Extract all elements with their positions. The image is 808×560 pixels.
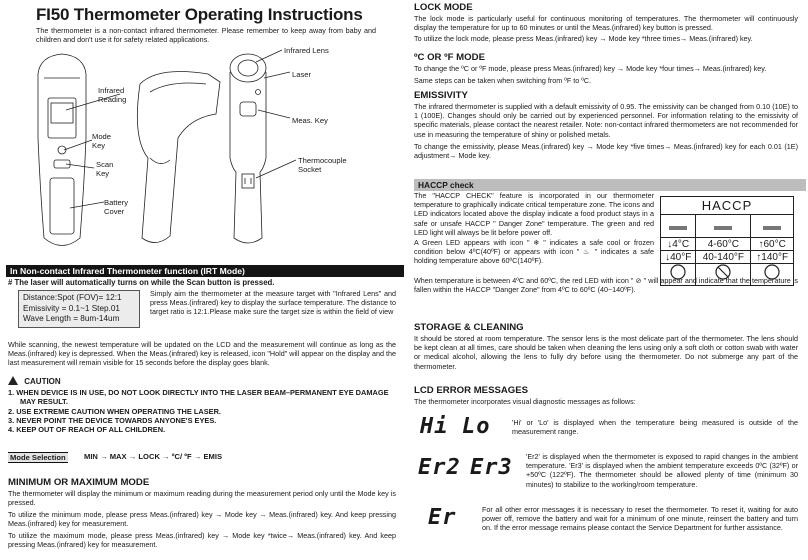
spec-emissivity: Emissivity = 0.1~1 Step.01: [23, 303, 120, 313]
label-battery-cover: Battery Cover: [104, 198, 129, 216]
device-rear-view: [230, 54, 266, 243]
haccp-cold-f: ↓40°F: [661, 251, 696, 264]
label-mode-key: Mode Key: [92, 132, 111, 150]
cf-text: To change the ºC or ºF mode, please press Meas.(infrared) key → Mode key *four times→ Meas.(infrared) key.: [414, 64, 767, 73]
lcd-lo-code: Lo: [462, 414, 491, 439]
led-green-cold: [661, 215, 696, 238]
circle-icon: [764, 264, 780, 280]
caution-item: 1. WHEN DEVICE IS IN USE, DO NOT LOOK DIRECTLY INTO THE LASER BEAM–PERMANENT EYE DAMAGE: [8, 388, 389, 397]
label-thermocouple-socket: Thermocouple Socket: [298, 156, 347, 174]
haccp-danger-c: 4-60°C: [696, 238, 751, 251]
label-infrared-lens: Infrared Lens: [284, 46, 329, 55]
irt-laser-note: # The laser will automatically turns on while the Scan button is pressed.: [8, 278, 275, 287]
irt-specs-text: Simply aim the thermometer at the measure target with "Infrared Lens" and press Meas.(infrared) key to display the surface temperature. The distance to target ratio is 12:1.Please make sure the target size is within the field of view: [150, 289, 396, 317]
cf-text-2: Same steps can be taken when switching from ºF to ºC.: [414, 76, 592, 85]
led-green-hot: [751, 215, 794, 238]
circle-icon: [670, 264, 686, 280]
led-red-danger: [696, 215, 751, 238]
prohibited-icon: [715, 264, 731, 280]
mode-selection-sequence: MIN → MAX → LOCK → ºC/ ºF → EMIS: [84, 452, 223, 461]
device-front-view: [38, 54, 86, 246]
haccp-indicator-table: [660, 196, 794, 286]
lcd-heading: LCD ERROR MESSAGES: [414, 385, 529, 396]
spec-wavelength: Wave Length = 8um-14um: [23, 314, 120, 323]
emissivity-heading: EMISSIVITY: [414, 90, 468, 101]
haccp-text: The "HACCP CHECK" feature is incorporated in our thermometer temperature to graphically indicate critical temperature zone. The icons and LED indicators located above the display indicate a food product stays in a safe or unsafe HACCP " Danger Zone" temperature. The green and red LED light will always be lit before power off.: [414, 191, 654, 237]
haccp-hot-f: ↑140°F: [751, 251, 794, 264]
lcd-intro: The thermometer incorporates visual diagnostic messages as follows:: [414, 397, 636, 406]
intro-text: The thermometer is a non-contact infrared thermometer. Please remember to keep away from baby and children and don't use it for safety related applications.: [36, 26, 376, 45]
minmax-text-3: To utilize the maximum mode, please press Meas.(infrared) key → Mode key *twice→ Meas.(infrared) key. And keep pressing Meas.(infrared) key for measurement.: [8, 531, 396, 550]
lock-heading: LOCK MODE: [414, 2, 473, 13]
mode-selection-label: Mode Selection: [10, 453, 66, 462]
label-infrared-reading: Infrared Reading: [98, 86, 127, 104]
haccp-text-2: A Green LED appears with icon " ❄ " indicates a safe cool or frozen condition below 4ºC(40ºF) or appears with icon " ♨ " indicates a safe holding temperature above 60ºC(140ºF).: [414, 238, 654, 266]
minmax-text-2: To utilize the minimum mode, please press Meas.(infrared) key → Mode key → Meas.(infrared) key. And keep pressing Meas.(infrared) key for measurement.: [8, 510, 396, 529]
device-side-view: [137, 72, 220, 243]
haccp-danger-icon-cell: [696, 264, 751, 286]
lcd-er-code: Er: [428, 505, 457, 530]
irt-specs-box: [18, 290, 140, 328]
lock-text-2: To utilize the lock mode, please press Meas.(infrared) key → Mode key *three times→ Meas.(infrared) key.: [414, 34, 753, 43]
lcd-hi-code: Hi: [420, 414, 449, 439]
label-scan-key: Scan Key: [96, 160, 114, 178]
haccp-text-3: When temperature is between 4ºC and 60ºC, the red LED with icon " ⊘ " will appear and indicate that the temperature is fallen within the HACCP "Danger Zone" from 4ºC to 60ºC (40~140ºF).: [414, 276, 798, 295]
haccp-danger-f: 40-140°F: [696, 251, 751, 264]
haccp-hot-c: ↑60°C: [751, 238, 794, 251]
caution-item: 3. NEVER POINT THE DEVICE TOWARDS ANYONE'S EYES.: [8, 415, 217, 425]
warning-triangle-icon: [8, 376, 18, 385]
storage-heading: STORAGE & CLEANING: [414, 322, 524, 333]
thermometer-illustration: [20, 48, 390, 260]
lock-text: The lock mode is particularly useful for continuous monitoring of temperatures. The thermometer will continuously display the temperature for up to 60 minutes or until the Meas.(infrared) key button is pressed.: [414, 14, 798, 33]
haccp-table-title: HACCP: [661, 197, 794, 215]
caution-item: 4. KEEP OUT OF REACH OF ALL CHILDREN.: [8, 425, 166, 435]
irt-scan-text: While scanning, the newest temperature will be updated on the LCD and the measurement will continue as long as the Meas.(infrared) key is depressed. When the Meas.(infrared) key is released, icon "Hold" will appear on the display and the last measurement will remain visible for 15 seconds before the display goes blank.: [8, 340, 396, 368]
haccp-hot-icon-cell: [751, 264, 794, 286]
caution-item: MAY RESULT.: [20, 397, 68, 407]
storage-text: It should be stored at room temperature. The sensor lens is the most delicate part of the thermometer. The lens should be kept clean at all times, care should be taken when cleaning the lens using only a soft cloth or cotton swab with water or medical alcohol, allowing the lens to fully dry before using the thermometer. Do not submerge any part of the thermometer.: [414, 334, 798, 371]
spec-distance: Distance:Spot (FOV)= 12:1: [23, 293, 122, 302]
caution-title: CAUTION: [24, 377, 61, 386]
caution-block: [8, 376, 61, 386]
caution-item: 2. USE EXTREME CAUTION WHEN OPERATING THE LASER.: [8, 406, 221, 416]
lcd-hilo-text: 'Hi' or 'Lo' is displayed when the temperature being measured is outside of the measurement range.: [512, 418, 798, 437]
haccp-cold-icon-cell: [661, 264, 696, 286]
emissivity-text: The infrared thermometer is supplied with a default emissivity of 0.95. The emissivity can be changed from 0.10 (10E) to 1 (100E). Changes should only be carried out by experienced personnel. For information relating to the emissivity of specific materials, please contact the nearest retailer. Note: non-contact infrared thermometers are not recommended for use in measuring the temperature of shiny or polished metals.: [414, 102, 798, 139]
label-laser: Laser: [292, 70, 311, 79]
lcd-er23-text: 'Er2' is displayed when the thermometer is exposed to rapid changes in the ambient temperature. 'Er3' is displayed when the ambient temperature exceeds 0ºC (32ºF) or +50ºC (122ºF). The thermometer should be allowed plenty of time (minimum 30 minutes) to stabilize to the working/room temperature.: [526, 452, 798, 489]
haccp-heading: HACCP check: [414, 179, 806, 191]
haccp-cold-c: ↓4°C: [661, 238, 696, 251]
lcd-er2-code: Er2: [418, 455, 461, 480]
cf-heading: ºC OR ºF MODE: [414, 52, 485, 63]
label-meas-key: Meas. Key: [292, 116, 328, 125]
emissivity-text-2: To change the emissivity, please Meas.(infrared) key → Mode key *five times→ Meas.(infrared) key for each 0.01 (1E) adjustment→ Mode key.: [414, 142, 798, 161]
lcd-er-text: For all other error messages it is necessary to reset the thermometer. To reset it, waiting for auto power off, remove the battery and wait for a minimum of one minute, reinsert the battery and turn on. If the error message remains please contact the Service Department for further assistance.: [482, 505, 798, 533]
page-title: FI50 Thermometer Operating Instructions: [36, 5, 363, 24]
minmax-text-1: The thermometer will display the minimum or maximum reading during the measurement period only until the Mode key is pressed.: [8, 489, 396, 508]
lcd-er3-code: Er3: [470, 455, 513, 480]
caution-list: [8, 388, 398, 434]
irt-heading: In Non-contact Infrared Thermometer function (IRT Mode): [6, 265, 404, 277]
minmax-heading: MINIMUM OR MAXIMUM MODE: [8, 477, 150, 488]
